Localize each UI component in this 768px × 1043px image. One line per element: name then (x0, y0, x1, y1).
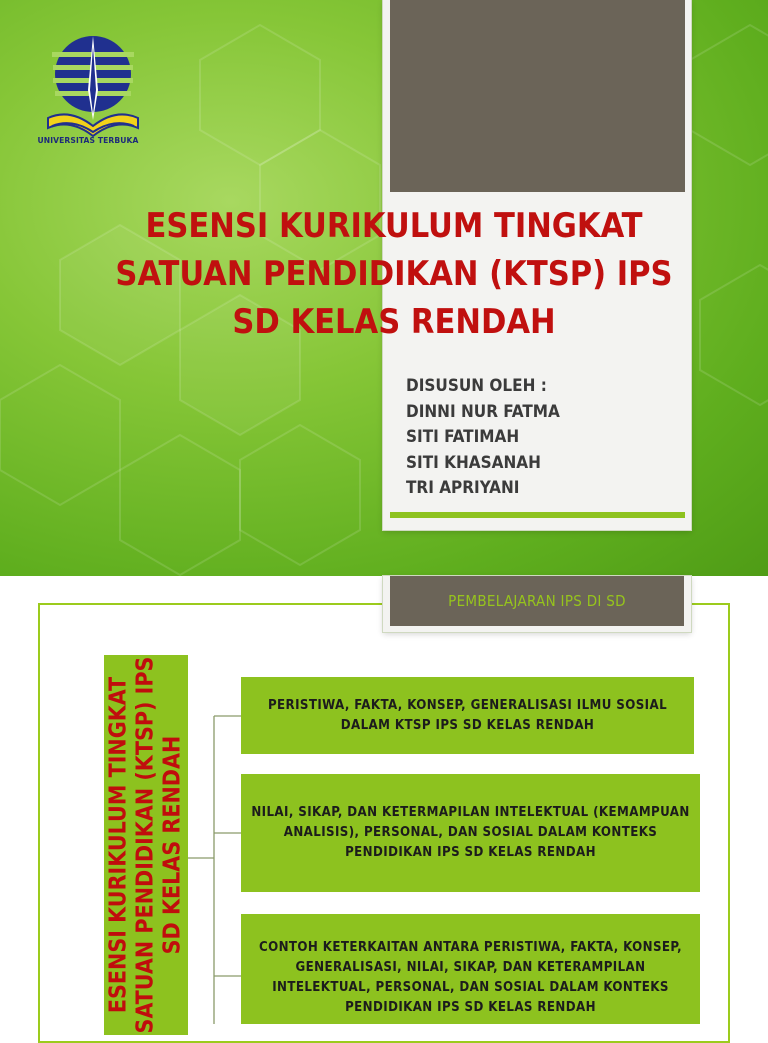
vertical-title-box (104, 655, 188, 1035)
logo-caption: UNIVERSITAS TERBUKA (37, 136, 139, 145)
topic-text: NILAI, SIKAP, DAN KETERMAPILAN INTELEKTUAL (KEMAMPUAN ANALISIS), PERSONAL, DAN SOSIAL DALAM KONTEKS PENDIDIKAN IPS SD KELAS RENDAH (251, 805, 690, 860)
bracket-connector (188, 576, 248, 1024)
title-line: ESENSI KURIKULUM TINGKAT (145, 206, 643, 246)
title-line: SATUAN PENDIDIKAN (KTSP) IPS (115, 254, 673, 294)
topic-text: PERISTIWA, FAKTA, KONSEP, GENERALISASI ILMU SOSIAL DALAM KTSP IPS SD KELAS RENDAH (267, 697, 668, 733)
topic-box (241, 914, 700, 1024)
footer-label: PEMBELAJARAN IPS DI SD (448, 592, 626, 610)
author-list (406, 374, 560, 502)
universitas-terbuka-logo (38, 28, 148, 150)
author-name: SITI FATIMAH (406, 427, 520, 447)
content-slide (0, 576, 768, 1034)
vertical-title: ESENSI KURIKULUM TINGKAT SATUAN PENDIDIKAN (KTSP) IPS SD KELAS RENDAH (105, 656, 186, 1034)
panel-accent-line (390, 512, 685, 518)
author-name: SITI KHASANAH (406, 452, 541, 473)
topic-box (241, 677, 694, 754)
topic-box (241, 774, 700, 892)
panel-photo-block (390, 0, 685, 192)
author-name: TRI APRIYANI (406, 478, 520, 498)
footer-bar (390, 576, 684, 626)
slide-title (100, 202, 688, 346)
author-heading: DISUSUN OLEH : (406, 376, 547, 396)
footer-panel (383, 576, 691, 632)
title-line: SD KELAS RENDAH (232, 302, 556, 342)
topic-text: CONTOH KETERKAITAN ANTARA PERISTIWA, FAKTA, KONSEP, GENERALISASI, NILAI, SIKAP, DAN KETERAMPILAN INTELEKTUAL, PERSONAL, DAN SOSIAL DALAM KONTEKS PENDIDIKAN IPS SD KELAS RENDAH (258, 940, 682, 1015)
author-name: DINNI NUR FATMA (406, 401, 560, 422)
